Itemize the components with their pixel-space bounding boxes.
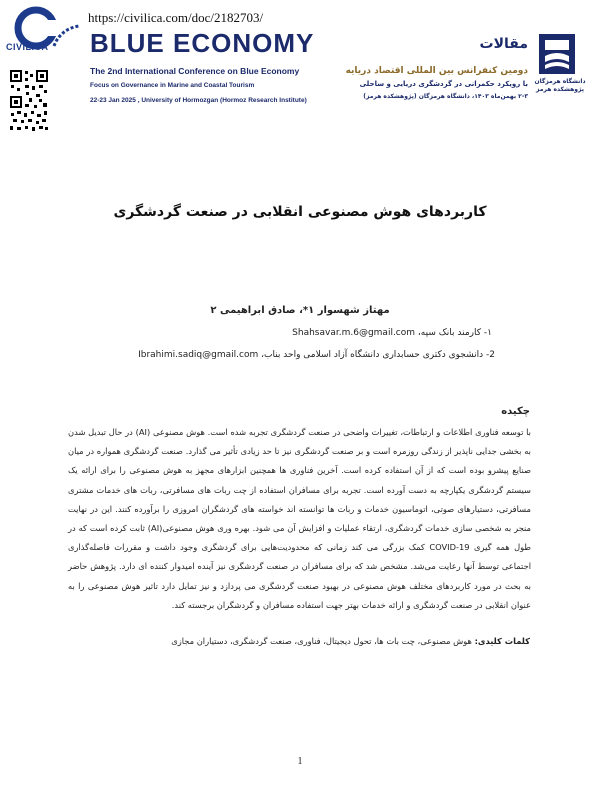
affiliation-1: ۱- کارمند بانک سپه، Shahsavar.m.6@gmail.com [292, 328, 492, 338]
civilica-logo[interactable] [4, 6, 84, 62]
conference-subtitle-fa: با رویکرد حکمرانی در گردشگری دریایی و ساحلی [359, 80, 528, 88]
qr-code [9, 69, 49, 133]
conference-subtitle-en: Focus on Governance in Marine and Coastal Tourism [90, 82, 255, 89]
abstract-body: با توسعه فناوری اطلاعات و ارتباطات، تغییرات واضحی در صنعت گردشگری تجربه شده است. هوش مصنوعی (AI) در حال تبدیل شدن به بخشی جدایی ناپذیر از زندگی روزمره است و بر صنعت گردشگری نیز تا حد زیادی تأثیر می گذارد. صنعت گردشگری همواره در میان صنایع پیشرو بوده است که از آن استفاده کرده است. آخرین فناوری ها همچنین ابزارهای مجهز به هوش مصنوعی را برای ارائه یک سیستم گردشگری یکپارچه به دست آورده است. تجربه برای مسافران استفاده از چت ربات های مسافرتی، ربات های خدمات مشتری مسافرتی، دستیارهای صوتی، اتوماسیون خدمات و ربات ها توانسته اند خواسته های گردشگران امروزی را برآورده کنند. این در نهایت منجر به شخصی سازی خدمات گردشگری، ارتقاء عملیات و افزایش آن می شود. بهره وری هوش مصنوعی(AI) ثابت کرده است که در طول همه گیری COVID-19 کمک بزرگی می کند زمانی که محدودیت‌هایی برای گردشگری وجود داشت و مقررات فاصله‌گذاری اجتماعی توسط آنها رعایت می‌شد. مشخص شد که برای مسافران در صنعت گردشگری نیز آینده امیدوار کننده ای دارد. پژوهش حاضر به بحث در مورد کاربردهای مختلف هوش مصنوعی در بهبود صنعت گردشگری می پردازد و نیز تمایل دارد تاثیر هوش مصنوعی را به عنوان انقلابی در صنعت گردشگری و ارائه خدمات بهتر جهت استفاده مسافران و گردشگران برجسته کند. [68, 427, 532, 610]
keywords-label: کلمات کلیدی: [474, 636, 530, 646]
source-url[interactable]: https://civilica.com/doc/2182703/ [88, 10, 264, 25]
section-label: مقالات [479, 36, 528, 52]
keywords-line [171, 636, 530, 646]
university-name: دانشگاه هرمزگان پژوهشکده هرمز [534, 78, 586, 93]
university-logo [537, 32, 577, 76]
conference-title-en: The 2nd International Conference on Blue Economy [90, 66, 300, 76]
keywords-list: هوش مصنوعی، چت بات ها، تحول دیجیتال، فناوری، صنعت گردشگری، دستیاران مجازی [171, 636, 472, 646]
conference-logo-title: BLUE ECONOMY [90, 28, 315, 58]
conference-date-fa: ۲-۳ بهمن‌ماه ۱۴۰۳، دانشگاه هرمزگان (پژوهشکده هرمز) [363, 93, 528, 100]
civilica-logo-text: CIVILICA [6, 42, 49, 52]
affiliation-2: 2- دانشجوی دکتری حسابداری دانشگاه آزاد اسلامی واحد بناب، Ibrahimi.sadiq@gmail.com [138, 350, 495, 360]
abstract-heading: چکیده [501, 406, 530, 417]
conference-date-en: 22-23 Jan 2025 , University of Hormozgan (Hormoz Research Institute) [90, 97, 307, 104]
paper-authors: مهتاز شهسوار ۱*، صادق ابراهیمی ۲ [210, 305, 390, 316]
paper-title: کاربردهای هوش مصنوعی انقلابی در صنعت گردشگری [113, 204, 487, 220]
page-number: 1 [297, 756, 303, 767]
conference-title-fa: دومین کنفرانس بین المللی اقتصاد دریایه [345, 66, 528, 76]
